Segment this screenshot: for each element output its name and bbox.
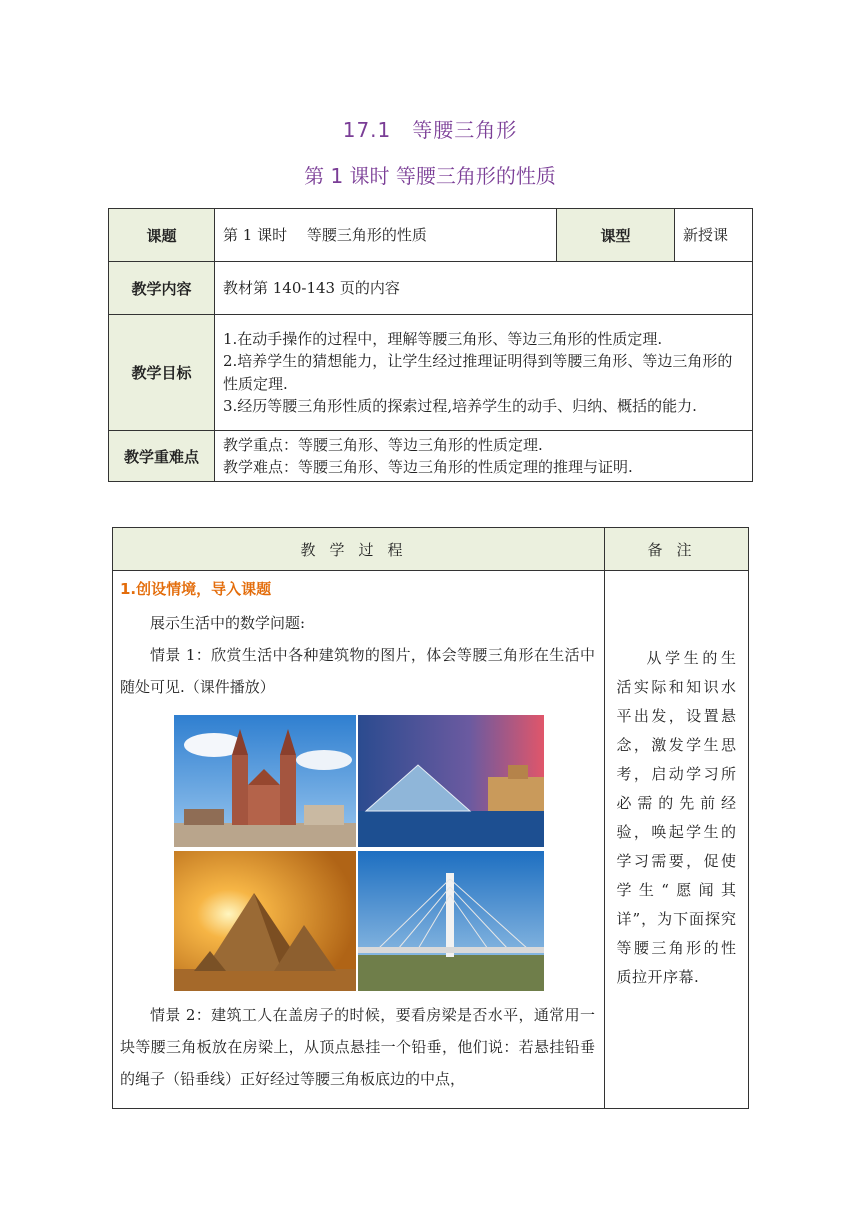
notes-body xyxy=(605,571,749,1109)
goal-item: 1.在动手操作的过程中，理解等腰三角形、等边三角形的性质定理. xyxy=(223,329,663,348)
goals-value xyxy=(215,315,753,431)
topic-value: 第 1 课时 等腰三角形的性质 xyxy=(215,209,557,262)
keypoints-label: 教学重难点 xyxy=(109,431,215,482)
keypoint-item: 教学重点：等腰三角形、等边三角形的性质定理. xyxy=(223,436,543,454)
section-heading: 1.创设情境，导入课题 xyxy=(120,580,272,598)
keypoint-item: 教学难点：等腰三角形、等边三角形的性质定理的推理与证明. xyxy=(223,458,633,476)
cable-bridge-photo xyxy=(358,851,544,991)
lesson-title: 17.1 等腰三角形 xyxy=(342,118,518,142)
process-body xyxy=(113,571,605,1109)
paragraph: 情景 1：欣赏生活中各种建筑物的图片，体会等腰三角形在生活中随处可见.（课件播放） xyxy=(120,646,595,696)
paragraph: 展示生活中的数学问题: xyxy=(150,614,306,632)
type-label: 课型 xyxy=(557,209,675,262)
goals-label: 教学目标 xyxy=(109,315,215,431)
goal-item: 2.培养学生的猜想能力，让学生经过推理证明得到等腰三角形、等边三角形的性质定理. xyxy=(223,352,733,393)
content-value: 教材第 140-143 页的内容 xyxy=(215,262,753,315)
paragraph: 情景 2：建筑工人在盖房子的时候，要看房梁是否水平，通常用一块等腰三角板放在房梁上，从顶点悬挂一个铅垂，他们说：若悬挂铅垂的绳子（铅垂线）正好经过等腰三角板底边的中点， xyxy=(120,1006,595,1088)
cathedral-photo xyxy=(174,715,356,847)
topic-label: 课题 xyxy=(109,209,215,262)
egypt-pyramids-photo xyxy=(174,851,356,991)
louvre-pyramid-photo xyxy=(358,715,544,847)
goal-item: 3.经历等腰三角形性质的探索过程,培养学生的动手、归纳、概括的能力. xyxy=(223,397,697,415)
lesson-info-table xyxy=(108,208,753,482)
teaching-process-table xyxy=(112,527,749,1109)
lesson-subtitle: 第 1 课时 等腰三角形的性质 xyxy=(304,164,556,188)
keypoints-value xyxy=(215,431,753,482)
teaching-note: 从学生的生活实际和知识水平出发，设置悬念，激发学生思考，启动学习所必需的先前经验，唤起学生的学习需要，促使学生“愿闻其详”，为下面探究等腰三角形的性质拉开序幕. xyxy=(616,649,737,986)
content-label: 教学内容 xyxy=(109,262,215,315)
process-header: 教学过程 xyxy=(113,528,605,571)
architecture-photo-grid xyxy=(174,715,544,991)
notes-header: 备注 xyxy=(605,528,749,571)
type-value: 新授课 xyxy=(675,209,753,262)
